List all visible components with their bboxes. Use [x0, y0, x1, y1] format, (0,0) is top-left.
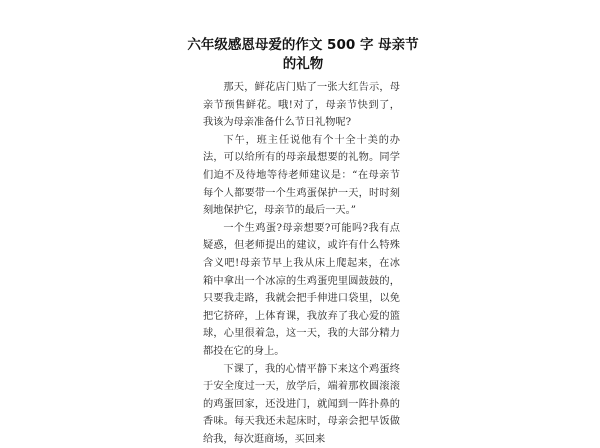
document-title: 六年级感恩母爱的作文 500 字 母亲节的礼物: [186, 36, 420, 74]
paragraph: 下课了，我的心情平静下来这个鸡蛋终于安全度过一天，放学后，端着那枚圆滚滚的鸡蛋回家，还没进门，就闻到一阵扑鼻的香味。每天我还未起床时，母亲会把早饭做给我，每次逛商场，买回来: [203, 361, 400, 448]
paragraph: 一个生鸡蛋?母亲想要?可能吗?我有点疑惑，但老师提出的建议，或许有什么特殊含义吧!母亲节早上我从床上爬起来，在冰箱中拿出一个冰凉的生鸡蛋兜里圆鼓鼓的，只要我走路，我就会把手伸进口袋里，以免把它挤碎，上体育课，我放弃了我心爱的篮球，心里很着急，这一天，我的大部分精力都投在它的身上。: [203, 220, 400, 361]
paragraph: 那天，鲜花店门贴了一张大红告示，母亲节预售鲜花。哦!对了，母亲节快到了，我该为母亲准备什么节日礼物呢?: [203, 79, 400, 132]
document-body: [203, 79, 400, 448]
paragraph: 下午，班主任说他有个十全十美的办法，可以给所有的母亲最想要的礼物。同学们迫不及待地等待老师建议是：“在母亲节每个人都要带一个生鸡蛋保护一天，时时刻刻地保护它，母亲节的最后一天。”: [203, 132, 400, 220]
